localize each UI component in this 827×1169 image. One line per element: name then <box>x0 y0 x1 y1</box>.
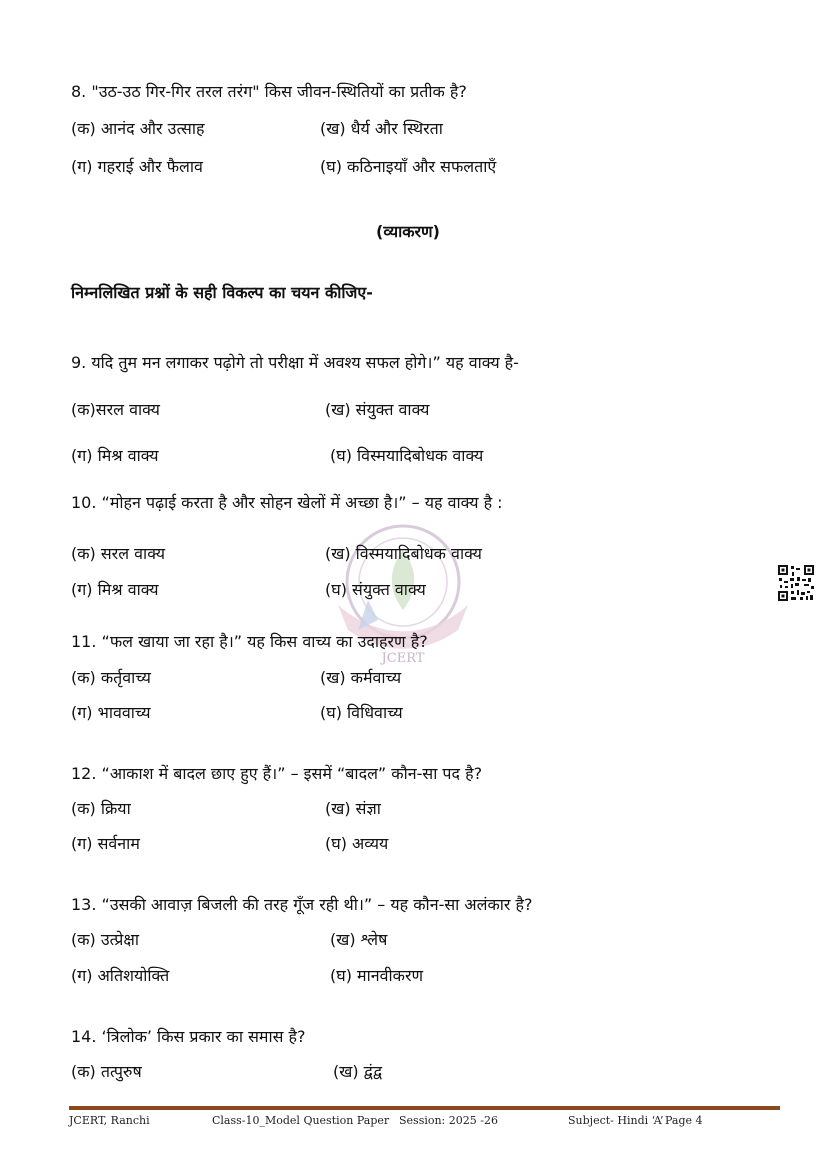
question-9-option-d: (घ) विस्मयादिबोधक वाक्य <box>330 446 484 465</box>
question-12-option-d: (घ) अव्यय <box>325 834 389 853</box>
question-12-text: 12. “आकाश में बादल छाए हुए हैं।” – इसमें “बादल” कौन-सा पद है? <box>71 764 483 783</box>
question-8-option-b: (ख) धैर्य और स्थिरता <box>320 119 443 138</box>
footer-page-number: Page 4 <box>665 1114 703 1127</box>
section-title: (व्याकरण) <box>376 222 440 241</box>
footer-divider <box>69 1106 780 1110</box>
question-8-option-d: (घ) कठिनाइयाँ और सफलताएँ <box>320 157 497 176</box>
question-8-option-a: (क) आनंद और उत्साह <box>71 119 205 138</box>
question-8-text: 8. "उठ-उठ गिर-गिर तरल तरंग" किस जीवन-स्थितियों का प्रतीक है? <box>71 82 467 101</box>
question-8-option-c: (ग) गहराई और फैलाव <box>71 157 203 176</box>
watermark-text: JCERT <box>381 651 425 666</box>
footer-org: JCERT, Ranchi <box>69 1114 150 1127</box>
question-11-option-b: (ख) कर्मवाच्य <box>320 668 402 687</box>
question-14-option-a: (क) तत्पुरुष <box>71 1062 142 1081</box>
question-11-option-d: (घ) विधिवाच्य <box>320 703 403 722</box>
question-10-option-b: (ख) विस्मयादिबोधक वाक्य <box>325 544 482 563</box>
question-11-text: 11. “फल खाया जा रहा है।” यह किस वाच्य का उदाहरण है? <box>71 632 428 651</box>
question-10-option-c: (ग) मिश्र वाक्य <box>71 580 159 599</box>
section-instruction: निम्नलिखित प्रश्नों के सही विकल्प का चयन कीजिए- <box>71 283 373 302</box>
question-10-text: 10. “मोहन पढ़ाई करता है और सोहन खेलों में अच्छा है।” – यह वाक्य है : <box>71 493 503 512</box>
question-9-text: 9. यदि तुम मन लगाकर पढ़ोगे तो परीक्षा में अवश्य सफल होगे।” यह वाक्य है- <box>71 353 519 372</box>
question-13-text: 13. “उसकी आवाज़ बिजली की तरह गूँज रही थी।” – यह कौन-सा अलंकार है? <box>71 895 533 914</box>
question-11-option-c: (ग) भाववाच्य <box>71 703 151 722</box>
question-10-option-a: (क) सरल वाक्य <box>71 544 166 563</box>
footer-subject: Subject- Hindi ‘A’ <box>568 1114 664 1127</box>
qr-code-icon <box>777 564 815 602</box>
question-12-option-a: (क) क्रिया <box>71 799 131 818</box>
footer-session: Session: 2025 -26 <box>399 1114 498 1127</box>
question-14-text: 14. ‘त्रिलोक’ किस प्रकार का समास है? <box>71 1027 306 1046</box>
question-9-option-a: (क)सरल वाक्य <box>71 400 160 419</box>
question-13-option-a: (क) उत्प्रेक्षा <box>71 930 139 949</box>
question-9-option-b: (ख) संयुक्त वाक्य <box>325 400 430 419</box>
question-11-option-a: (क) कर्तृवाच्य <box>71 668 151 687</box>
question-12-option-b: (ख) संज्ञा <box>325 799 381 818</box>
question-14-option-b: (ख) द्वंद्व <box>333 1062 383 1081</box>
question-13-option-c: (ग) अतिशयोक्ति <box>71 966 170 985</box>
question-13-option-d: (घ) मानवीकरण <box>330 966 424 985</box>
question-13-option-b: (ख) श्लेष <box>330 930 388 949</box>
question-10-option-d: (घ) संयुक्त वाक्य <box>325 580 426 599</box>
question-9-option-c: (ग) मिश्र वाक्य <box>71 446 159 465</box>
footer-paper: Class-10_Model Question Paper <box>212 1114 390 1127</box>
question-12-option-c: (ग) सर्वनाम <box>71 834 140 853</box>
